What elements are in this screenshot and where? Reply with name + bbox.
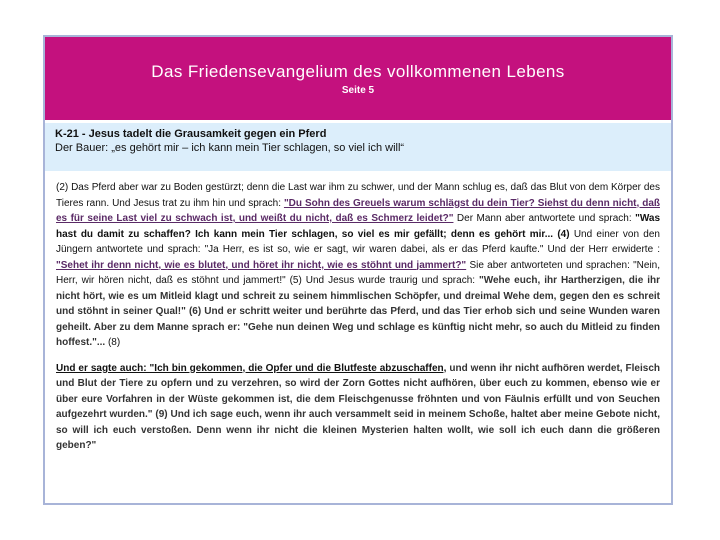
page-number: Seite 5 <box>341 85 375 96</box>
p1-text-4: Sie aber antworteten und sprachen: "Nein, Herr, wir hören nicht, daß es stöhnt und jammert!" (5) Und Jesus wurde traurig und sprach: <box>56 259 661 286</box>
p1-verse-ref: (8) <box>105 337 121 348</box>
p2-quote-underlined: Und er sagte auch: "Ich bin gekommen, die Opfer und die Blutfeste abzuschaffen, <box>56 362 447 374</box>
p1-text-3: Und einer von den Jüngern antwortete und sprach: "Ja Herr, es ist so, wie er sagt, wir waren dabei, als er das Pferd kaufte." Und der Herr erwiderte : <box>56 228 660 255</box>
p1-quote-jesus-1: "Du Sohn des Greuels warum schlägst du dein Tier? Siehst du denn nicht, daß es für seine Last viel zu schwach ist, und weißt du nicht, daß es Schmerz leidet?" <box>56 197 660 224</box>
title-banner <box>45 37 671 120</box>
p1-text-1: (2) Das Pferd aber war zu Boden gestürzt; denn die Last war ihm zu schwer, und der Mann schlug es, daß das Blut von dem Körper des Tieres rann. Und Jesus trat zu ihm hin und sprach: <box>56 182 660 209</box>
chapter-heading-box <box>45 123 671 171</box>
slide <box>43 35 673 505</box>
p1-quote-jesus-3: "Wehe euch, ihr Hartherzigen, die ihr nicht hört, wie es um Mitleid klagt und schreit zu seinem himmlischen Schöpfer, und dreimal Wehe dem, gegen den es schreit und stöhnt in seiner Qual!" (6) Und er schritt weiter und berührte das Pferd, und das Tier erhob sich und seine Wunden waren geheilt. Aber zu dem Manne sprach er: "Gehe nun deinen Weg und schlage es künftig nicht mehr, so auch du Mitleid zu finden hoffest."... <box>56 275 660 348</box>
p2-text: und wenn ihr nicht aufhören werdet, Fleisch und Blut der Tiere zu opfern und zu verzehren, so wird der Zorn Gottes nicht aufhören, über euch zu kommen, ebenso wie er über eure Vorfahren in der Wüste gekommen ist, die dem Fleischgenusse fröhnten und von Fäulnis erfüllt und von Seuchen aufgezehrt wurden." (9) Und ich sage euch, wenn ihr auch versammelt seid in meinem Schoße, haltet aber meine Gebote nicht, so will ich euch verstoßen. Denn wenn ihr nicht die kleinen Mysterien halten wollt, wie soll ich euch dann die größeren geben?" <box>56 362 660 451</box>
page-title: Das Friedensevangelium des vollkommenen Lebens <box>151 62 565 81</box>
p1-quote-farmer: "Was hast du damit zu schaffen? Ich kann mein Tier schlagen, so viel es mir gefällt; denn es gehört mir... (4) <box>56 213 661 240</box>
p1-quote-jesus-2: "Sehet ihr denn nicht, wie es blutet, und höret ihr nicht, wie es stöhnt und jammert?" <box>56 259 467 271</box>
body-text <box>56 180 660 454</box>
chapter-subheading: Der Bauer: „es gehört mir – ich kann mein Tier schlagen, so viel ich will“ <box>55 142 405 154</box>
p1-text-2: Der Mann aber antwortete und sprach: <box>453 213 636 224</box>
paragraph-1 <box>56 180 660 351</box>
paragraph-2 <box>56 361 660 454</box>
chapter-heading: K-21 - Jesus tadelt die Grausamkeit gegen ein Pferd <box>55 128 327 140</box>
